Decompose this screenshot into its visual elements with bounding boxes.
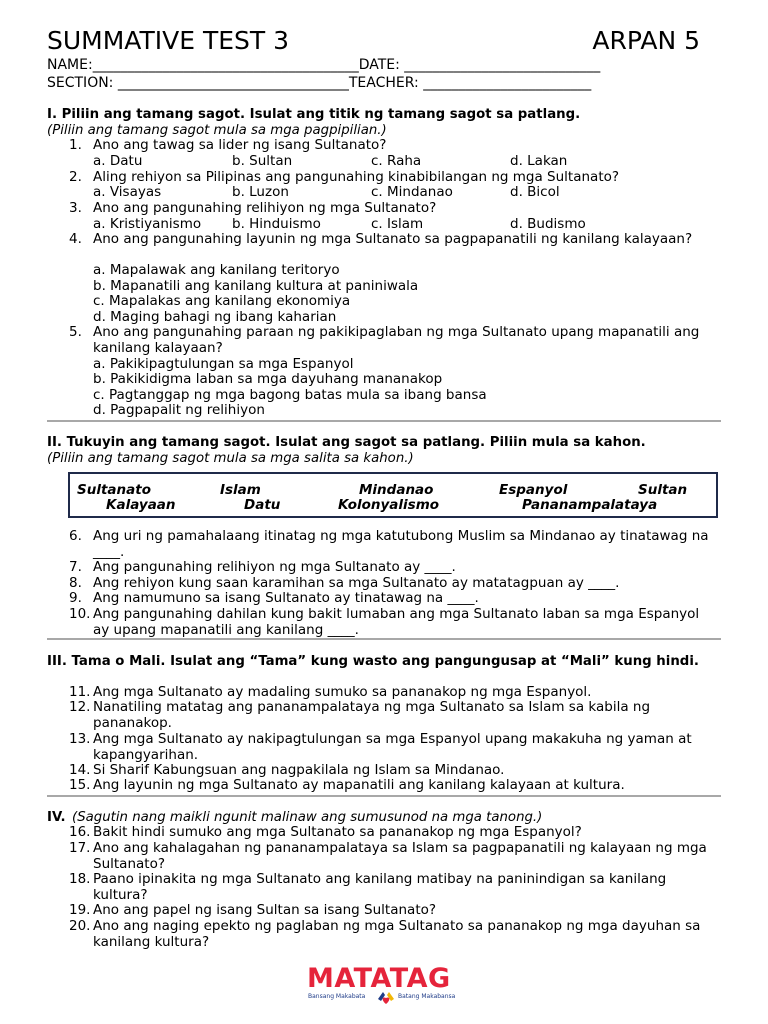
option-a: a. Datu (93, 153, 143, 169)
question-number: 2. (69, 169, 82, 185)
option-c: c. Mindanao (371, 184, 453, 200)
subject-title: ARPAN 5 (592, 26, 700, 55)
word-bank-item: Datu (244, 497, 281, 513)
question-number: 11. (69, 684, 91, 700)
question-20 (69, 919, 709, 950)
question-number: 4. (69, 231, 82, 247)
word-bank-item: Sultan (638, 482, 688, 498)
question-3 (69, 201, 709, 217)
question-2-options (93, 185, 693, 201)
question-number: 10. (69, 606, 91, 622)
question-5-option-c: c. Pagtanggap ng mga bagong batas mula sa ibang bansa (93, 387, 487, 403)
word-bank-item: Pananampalataya (522, 497, 658, 513)
option-a: a. Visayas (93, 184, 162, 200)
question-number: 5. (69, 324, 82, 340)
word-bank-item: Kalayaan (106, 497, 176, 513)
question-text: Aling rehiyon sa Pilipinas ang pangunahing kinabibilangan ng mga Sultanato? (93, 169, 620, 185)
question-4-option-d: d. Maging bahagi ng ibang kaharian (93, 309, 337, 325)
question-9 (69, 591, 709, 607)
test-title: SUMMATIVE TEST 3 (47, 26, 290, 55)
option-b: b. Hinduismo (232, 216, 321, 232)
question-text: Ano ang pangunahing layunin ng mga Sultanato sa pagpapanatili ng kanilang kalayaan? (93, 231, 693, 247)
question-5-option-d: d. Pagpapalit ng relihiyon (93, 402, 265, 418)
question-text: Si Sharif Kabungsuan ang nagpakilala ng Islam sa Mindanao. (93, 762, 505, 778)
question-number: 19. (69, 902, 91, 918)
part3-title: III. Tama o Mali. Isulat ang “Tama” kung wasto ang pangungusap at “Mali” kung hindi. (47, 654, 699, 669)
question-text: Ang mga Sultanato ay nakipagtulungan sa mga Espanyol upang makakuha ng yaman at kapangyarihan. (93, 731, 692, 763)
question-12 (69, 700, 709, 731)
question-18 (69, 872, 709, 903)
question-4 (69, 232, 709, 248)
option-d: d. Budismo (510, 216, 586, 232)
question-number: 8. (69, 575, 82, 591)
name-date-line: NAME:______________________________________DATE: ____________________________ (47, 57, 601, 73)
question-number: 1. (69, 137, 82, 153)
question-16 (69, 825, 709, 841)
question-number: 15. (69, 777, 91, 793)
option-d: d. Bicol (510, 184, 560, 200)
section-teacher-line: SECTION: _________________________________TEACHER: ________________________ (47, 75, 592, 91)
question-text: Ang layunin ng mga Sultanato ay mapanatili ang kanilang kalayaan at kultura. (93, 777, 625, 793)
question-text: Ano ang kahalagahan ng pananampalataya sa Islam sa pagpapanatili ng kalayaan ng mga Sultanato? (93, 840, 707, 872)
question-number: 7. (69, 559, 82, 575)
question-15 (69, 778, 709, 794)
word-bank-item: Sultanato (77, 482, 151, 498)
question-number: 3. (69, 200, 82, 216)
part2-subtitle: (Piliin ang tamang sagot mula sa mga salita sa kahon.) (47, 451, 414, 466)
question-text: Ang rehiyon kung saan karamihan sa mga Sultanato ay matatagpuan ay ____. (93, 575, 620, 591)
option-c: c. Raha (371, 153, 422, 169)
part4-subtitle: (Sagutin nang maikli ngunit malinaw ang sumusunod na mga tanong.) (72, 810, 543, 825)
question-5 (69, 325, 709, 356)
matatag-logo (307, 964, 463, 1008)
question-text: Ano ang pangunahing relihiyon ng mga Sultanato? (93, 200, 437, 216)
logo-tagline-right: Batang Makabansa (398, 993, 456, 1000)
section-divider (47, 638, 721, 640)
section-divider (47, 795, 721, 797)
question-text: Paano ipinakita ng mga Sultanato ang kanilang matibay na paninindigan sa kanilang kultura? (93, 871, 667, 903)
question-text: Ano ang tawag sa lider ng isang Sultanato? (93, 137, 387, 153)
option-c: c. Islam (371, 216, 424, 232)
question-4-option-a: a. Mapalawak ang kanilang teritoryo (93, 262, 340, 278)
question-text: Ang pangunahing dahilan kung bakit lumaban ang mga Sultanato laban sa mga Espanyol ay upang mapanatili ang kanilang ____. (93, 606, 700, 638)
question-text: Nanatiling matatag ang pananampalataya ng mga Sultanato sa Islam sa kabila ng pananakop. (93, 699, 651, 731)
option-d: d. Lakan (510, 153, 568, 169)
question-13 (69, 732, 709, 763)
logo-wordmark: MATATAG (307, 963, 451, 994)
question-5-option-a: a. Pakikipagtulungan sa mga Espanyol (93, 356, 354, 372)
question-text: Ano ang pangunahing paraan ng pakikipaglaban ng mga Sultanato upang mapanatili ang kanilang kalayaan? (93, 324, 700, 356)
question-number: 12. (69, 699, 91, 715)
question-number: 13. (69, 731, 91, 747)
question-19 (69, 903, 709, 919)
title-row (47, 26, 700, 56)
question-6 (69, 529, 709, 560)
question-text: Ang mga Sultanato ay madaling sumuko sa pananakop ng mga Espanyol. (93, 684, 592, 700)
question-4-option-c: c. Mapalakas ang kanilang ekonomiya (93, 293, 351, 309)
word-bank-item: Espanyol (499, 482, 568, 498)
option-b: b. Sultan (232, 153, 293, 169)
part1-subtitle: (Piliin ang tamang sagot mula sa mga pagpipilian.) (47, 123, 387, 138)
word-bank-item: Islam (220, 482, 261, 498)
word-bank-item: Mindanao (359, 482, 434, 498)
question-text: Ano ang papel ng isang Sultan sa isang Sultanato? (93, 902, 437, 918)
question-text: Ang uri ng pamahalaang itinatag ng mga katutubong Muslim sa Mindanao ay tinatawag na ____. (93, 528, 709, 560)
question-7 (69, 560, 709, 576)
hands-heart-icon (375, 989, 397, 1005)
question-1 (69, 138, 709, 154)
question-1-options (93, 154, 693, 170)
word-bank-box (68, 472, 718, 518)
section-divider (47, 420, 721, 422)
question-number: 20. (69, 918, 91, 934)
option-b: b. Luzon (232, 184, 289, 200)
question-text: Ang pangunahing relihiyon ng mga Sultanato ay ____. (93, 559, 456, 575)
question-text: Ang namumuno sa isang Sultanato ay tinatawag na ____. (93, 590, 479, 606)
question-number: 16. (69, 824, 91, 840)
question-10 (69, 607, 709, 638)
question-number: 18. (69, 871, 91, 887)
question-text: Ano ang naging epekto ng paglaban ng mga Sultanato sa pananakop ng mga dayuhan sa kanilang kultura? (93, 918, 701, 950)
question-number: 9. (69, 590, 82, 606)
part1-title: I. Piliin ang tamang sagot. Isulat ang titik ng tamang sagot sa patlang. (47, 107, 581, 122)
part2-title: II. Tukuyin ang tamang sagot. Isulat ang sagot sa patlang. Piliin mula sa kahon. (47, 435, 646, 450)
option-a: a. Kristiyanismo (93, 216, 202, 232)
question-17 (69, 841, 709, 872)
question-number: 14. (69, 762, 91, 778)
part4-title: IV. (47, 810, 66, 825)
question-number: 17. (69, 840, 91, 856)
question-number: 6. (69, 528, 82, 544)
logo-tagline-left: Bansang Makabata (308, 993, 366, 1000)
question-4-option-b: b. Mapanatili ang kanilang kultura at paniniwala (93, 278, 419, 294)
word-bank-item: Kolonyalismo (338, 497, 440, 513)
question-5-option-b: b. Pakikidigma laban sa mga dayuhang mananakop (93, 371, 443, 387)
question-text: Bakit hindi sumuko ang mga Sultanato sa pananakop ng mga Espanyol? (93, 824, 582, 840)
